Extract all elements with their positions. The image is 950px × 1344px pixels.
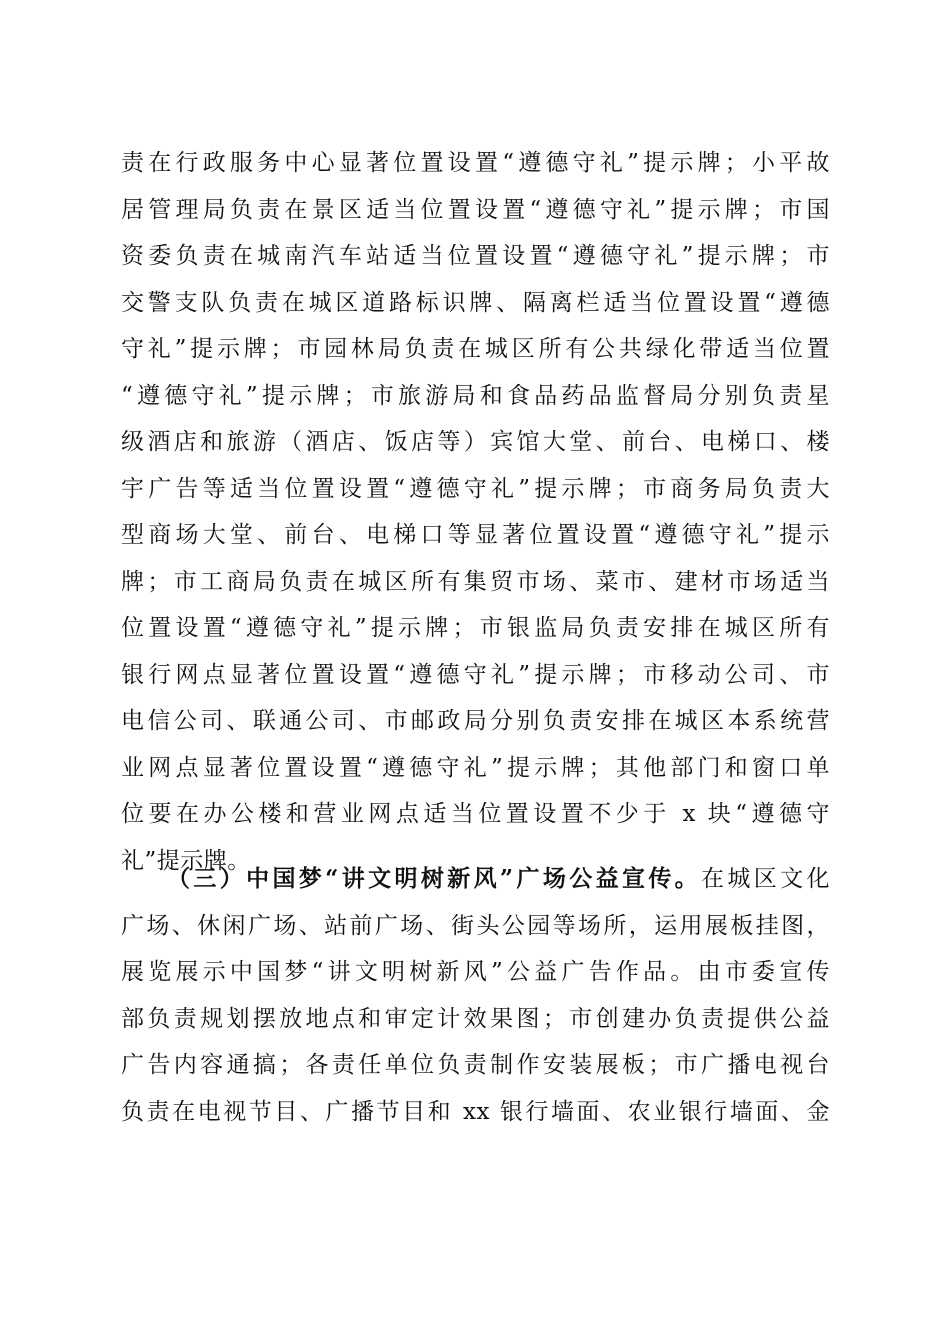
paragraph-line: 礼”提示牌。	[121, 847, 251, 874]
paragraph-line: 电信公司、联通公司、市邮政局分别负责安排在城区本系统营	[121, 708, 830, 734]
paragraph-line: 展览展示中国梦“讲文明树新风”公益广告作品。由市委宣传	[121, 959, 830, 985]
paragraph-line: 业网点显著位置设置“遵德守礼”提示牌；其他部门和窗口单	[121, 754, 830, 781]
paragraph-line: 交警支队负责在城区道路标识牌、隔离栏适当位置设置“遵德	[121, 289, 830, 316]
paragraph-line: 型商场大堂、前台、电梯口等显著位置设置“遵德守礼”提示	[121, 522, 830, 548]
paragraph-line: 位要在办公楼和营业网点适当位置设置不少于 x 块“遵德守	[121, 801, 830, 827]
paragraph-line: 宇广告等适当位置设置“遵德守礼”提示牌；市商务局负责大	[121, 475, 830, 502]
paragraph-line: 部负责规划摆放地点和审定计效果图；市创建办负责提供公益	[121, 1005, 830, 1032]
paragraph-line: 级酒店和旅游（酒店、饭店等）宾馆大堂、前台、电梯口、楼	[121, 429, 830, 455]
paragraph-line: 负责在电视节目、广播节目和 xx 银行墙面、农业银行墙面、金	[121, 1098, 830, 1125]
paragraph-line: 广告内容通搞；各责任单位负责制作安装展板；市广播电视台	[121, 1052, 830, 1078]
paragraph-line: 银行网点显著位置设置“遵德守礼”提示牌；市移动公司、市	[121, 661, 830, 688]
paragraph-square-publicity	[121, 856, 830, 1135]
paragraph-line: 牌；市工商局负责在城区所有集贸市场、菜市、建材市场适当	[121, 568, 830, 595]
paragraph-line: 责在行政服务中心显著位置设置“遵德守礼”提示牌；小平故	[121, 150, 830, 176]
paragraph-line: 居管理局负责在景区适当位置设置“遵德守礼”提示牌；市国	[121, 196, 830, 223]
section-heading-line	[121, 856, 830, 903]
paragraph-signage-duties	[121, 140, 830, 884]
paragraph-line: 资委负责在城南汽车站适当位置设置“遵德守礼”提示牌；市	[121, 243, 830, 269]
heading-line-rest: 在城区文化	[701, 866, 830, 892]
paragraph-line: 位置设置“遵德守礼”提示牌；市银监局负责安排在城区所有	[121, 615, 830, 641]
section-heading: （三）中国梦“讲文明树新风”广场公益宣传。	[167, 865, 702, 892]
paragraph-line: 守礼”提示牌；市园林局负责在城区所有公共绿化带适当位置	[121, 336, 830, 362]
paragraph-line: “遵德守礼”提示牌；市旅游局和食品药品监督局分别负责星	[121, 382, 830, 409]
paragraph-line: 广场、休闲广场、站前广场、街头公园等场所，运用展板挂图，	[121, 912, 830, 939]
